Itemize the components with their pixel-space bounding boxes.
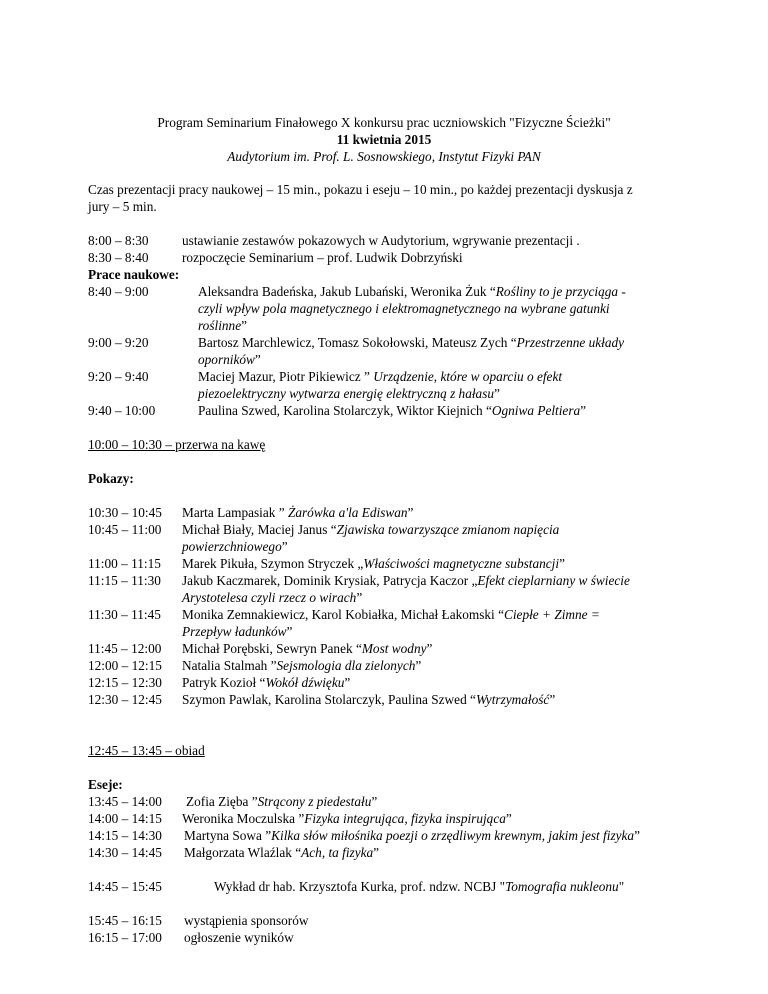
row-text: ustawianie zestawów pokazowych w Audytorium, wgrywanie prezentacji .	[182, 233, 580, 248]
row-time: 15:45 – 16:15	[88, 913, 162, 928]
row-quote: ”	[281, 539, 288, 554]
row-title-tail: roślinne	[198, 318, 242, 333]
row-time: 14:45 – 15:45	[88, 879, 162, 894]
row-authors: Małgorzata Wlaźlak “	[184, 845, 302, 860]
row-time: 16:15 – 17:00	[88, 930, 162, 945]
row-quote: ”	[356, 590, 363, 605]
row-time: 9:20 – 9:40	[88, 369, 149, 384]
row-authors: Jakub Kaczmarek, Dominik Krysiak, Patrycja Kaczor „	[182, 573, 478, 588]
row-authors: Patryk Kozioł “	[182, 675, 266, 690]
row-quote: ”	[580, 403, 587, 418]
row-time: 9:00 – 9:20	[88, 335, 149, 350]
row-time: 12:00 – 12:15	[88, 658, 162, 673]
row-quote: ”	[344, 675, 351, 690]
row-text: ogłoszenie wyników	[184, 930, 294, 945]
row-text: rozpoczęcie Seminarium – prof. Ludwik Dobrzyński	[182, 250, 463, 265]
row-title-end	[182, 538, 288, 555]
row-title: Fizyka integrująca, fizyka inspirująca	[304, 811, 506, 826]
row-quote: ”	[373, 845, 380, 860]
row-time: 11:00 – 11:15	[88, 556, 161, 571]
row-entry	[182, 657, 421, 674]
row-entry	[214, 878, 624, 895]
row-time: 9:40 – 10:00	[88, 403, 156, 418]
row-entry	[182, 810, 512, 827]
row-entry	[182, 606, 600, 623]
research-heading: Prace naukowe:	[88, 267, 180, 282]
row-title-end	[182, 589, 362, 606]
row-quote: ”	[505, 811, 512, 826]
row-title-tail: piezoelektryczny wytwarza energię elektryczną z hałasu	[198, 386, 495, 401]
row-entry	[198, 402, 586, 419]
row-quote: "	[618, 879, 625, 894]
row-entry	[182, 691, 555, 708]
row-entry	[182, 640, 432, 657]
row-quote: ”	[286, 624, 293, 639]
row-quote: ”	[254, 352, 261, 367]
row-title: Rośliny to je przyciąga -	[495, 284, 626, 299]
row-title: Sejsmologia dla zielonych	[276, 658, 416, 673]
row-text: wystąpienia sponsorów	[184, 913, 309, 928]
row-title-tail: Arystotelesa czyli rzecz o wirach	[182, 590, 357, 605]
row-authors: Paulina Szwed, Karolina Stolarczyk, Wiktor Kiejnich “	[198, 403, 492, 418]
lunch-break: 12:45 – 13:45 – obiad	[88, 743, 205, 758]
row-title: Efekt cieplarniany w świecie	[477, 573, 630, 588]
document-date: 11 kwietnia 2015	[336, 132, 432, 147]
row-authors: Michał Biały, Maciej Janus “	[182, 522, 337, 537]
row-entry	[184, 844, 379, 861]
row-authors: Monika Zemnakiewicz, Karol Kobiałka, Michał Łakomski “	[182, 607, 504, 622]
essays-heading: Eseje:	[88, 777, 123, 792]
row-entry	[184, 827, 640, 844]
row-title: Wokół dźwięku	[265, 675, 345, 690]
row-time: 11:15 – 11:30	[88, 573, 161, 588]
row-time: 12:15 – 12:30	[88, 675, 162, 690]
row-title: Ciepłe + Zimne =	[503, 607, 600, 622]
row-title-end	[198, 385, 500, 402]
row-authors: Marta Lampasiak ”	[182, 505, 288, 520]
row-title: Zjawiska towarzyszące zmianom napięcia	[336, 522, 560, 537]
row-title: Urządzenie, które w oparciu o efekt	[373, 369, 563, 384]
row-title: Ach, ta fizyka	[301, 845, 374, 860]
row-entry	[182, 674, 350, 691]
row-title-end	[182, 623, 292, 640]
row-time: 14:30 – 14:45	[88, 845, 162, 860]
row-authors: Martyna Sowa ”	[184, 828, 272, 843]
row-entry	[198, 368, 562, 385]
row-entry	[198, 283, 626, 300]
row-title-tail: powierzchniowego	[182, 539, 282, 554]
lecture-text: Wykład dr hab. Krzysztofa Kurka, prof. ndzw. NCBJ "	[214, 879, 506, 894]
row-time: 8:30 – 8:40	[88, 250, 149, 265]
intro-line-2: jury – 5 min.	[88, 199, 157, 214]
row-time: 14:15 – 14:30	[88, 828, 162, 843]
row-quote: ”	[407, 505, 414, 520]
row-authors: Zofia Zięba ”	[186, 794, 258, 809]
row-quote: ”	[559, 556, 565, 571]
row-title-cont: czyli wpływ pola magnetycznego i elektromagnetycznego na wybrane gatunki	[198, 301, 610, 316]
row-authors: Natalia Stalmah ”	[182, 658, 277, 673]
row-title: Żarówka a'la Ediswan	[287, 505, 408, 520]
row-title: Właściwości magnetyczne substancji	[363, 556, 560, 571]
row-quote: ”	[634, 828, 640, 843]
row-time: 11:30 – 11:45	[88, 607, 161, 622]
row-time: 12:30 – 12:45	[88, 692, 162, 707]
row-entry	[182, 555, 565, 572]
shows-heading: Pokazy:	[88, 471, 134, 486]
document-venue: Audytorium im. Prof. L. Sosnowskiego, Instytut Fizyki PAN	[227, 149, 541, 164]
row-quote: ”	[415, 658, 422, 673]
row-title: Most wodny	[361, 641, 427, 656]
coffee-break: 10:00 – 10:30 – przerwa na kawę	[88, 437, 266, 452]
row-authors: Marek Pikuła, Szymon Stryczek „	[182, 556, 364, 571]
row-authors: Bartosz Marchlewicz, Tomasz Sokołowski, Mateusz Zych “	[198, 335, 517, 350]
row-title: Ogniwa Peltiera	[491, 403, 581, 418]
row-title-end	[198, 317, 247, 334]
row-entry	[198, 334, 624, 351]
row-time: 14:00 – 14:15	[88, 811, 162, 826]
row-entry	[186, 793, 377, 810]
row-quote: ”	[371, 794, 378, 809]
row-entry	[182, 504, 413, 521]
row-title: Kilka słów miłośnika poezji o zrzędliwym krewnym, jakim jest fizyka	[271, 828, 635, 843]
row-title: Strącony z piedestału	[257, 794, 372, 809]
row-time: 11:45 – 12:00	[88, 641, 162, 656]
row-time: 8:00 – 8:30	[88, 233, 149, 248]
row-authors: Michał Porębski, Sewryn Panek “	[182, 641, 362, 656]
row-title-end	[198, 351, 261, 368]
row-time: 10:30 – 10:45	[88, 505, 162, 520]
row-quote: ”	[241, 318, 247, 333]
row-quote: ”	[494, 386, 500, 401]
row-quote: ”	[426, 641, 433, 656]
row-entry	[182, 521, 559, 538]
intro-line-1: Czas prezentacji pracy naukowej – 15 min., pokazu i eseju – 10 min., po każdej prezentacji dyskusja z	[88, 182, 633, 197]
row-time: 13:45 – 14:00	[88, 794, 162, 809]
row-title-tail: oporników	[198, 352, 255, 367]
row-quote: ”	[549, 692, 556, 707]
document-title: Program Seminarium Finałowego X konkursu prac uczniowskich "Fizyczne Ścieżki"	[157, 115, 611, 130]
row-title: Przestrzenne układy	[516, 335, 625, 350]
lecture-title: Tomografia nukleonu	[505, 879, 619, 894]
row-authors: Maciej Mazur, Piotr Pikiewicz ”	[198, 369, 374, 384]
row-entry	[182, 572, 630, 589]
row-authors: Weronika Moczulska ”	[182, 811, 305, 826]
row-authors: Szymon Pawlak, Karolina Stolarczyk, Paulina Szwed “	[182, 692, 476, 707]
row-title: Wytrzymałość	[475, 692, 550, 707]
row-authors: Aleksandra Badeńska, Jakub Lubański, Weronika Żuk “	[198, 284, 496, 299]
row-title-tail: Przepływ ładunków	[182, 624, 287, 639]
row-time: 8:40 – 9:00	[88, 284, 149, 299]
row-time: 10:45 – 11:00	[88, 522, 162, 537]
